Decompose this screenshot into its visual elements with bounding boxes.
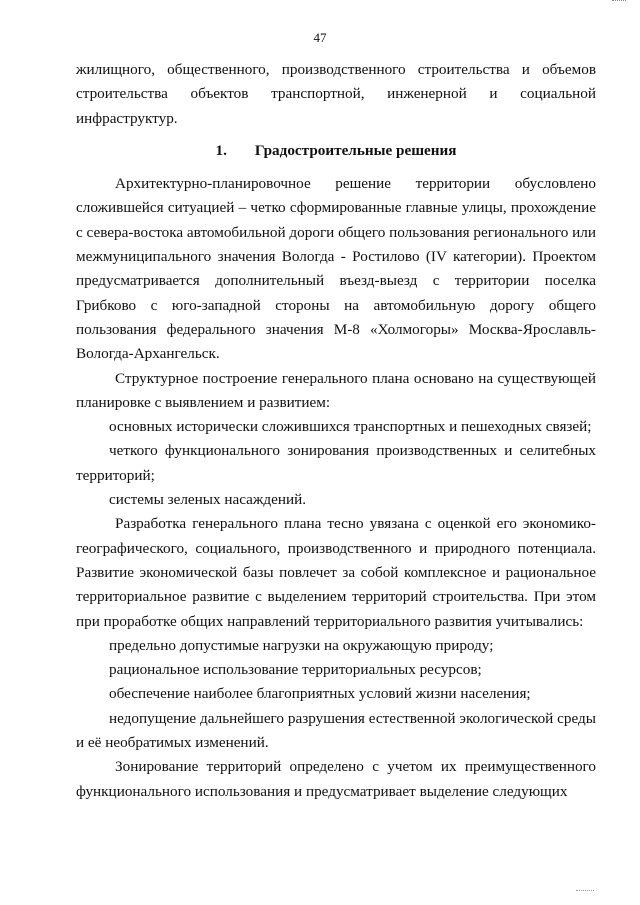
list-item: предельно допустимые нагрузки на окружающую природу; <box>109 636 494 654</box>
scan-mark-top <box>612 0 626 3</box>
section-number: 1. <box>215 141 227 159</box>
page-number: 47 <box>313 30 327 45</box>
paragraph-development: Разработка генерального плана тесно увязана с оценкой его экономико-географического, социального, производственного и природного потенциала. Развитие экономической базы повлечет за собой комплексное и рациональное территориальное развитие с выделением территорий строительства. При этом при проработке общих направлений территориального развития учитывались: <box>76 515 596 630</box>
section-title: Градостроительные решения <box>254 141 457 159</box>
scan-mark-bottom <box>576 890 594 893</box>
paragraph-continuation: жилищного, общественного, производственного строительства и объемов строительства объектов транспортной, инженерной и социальной инфраструктур. <box>76 61 596 127</box>
section-heading <box>76 139 596 163</box>
list-item: недопущение дальнейшего разрушения естественной экологической среды и её необратимых изменений. <box>76 709 596 752</box>
list-item: основных исторически сложившихся транспортных и пешеходных связей; <box>109 418 592 436</box>
paragraph-zoning: Зонирование территорий определено с учетом их преимущественного функционального использования и предусматривает выделение следующих <box>76 758 596 800</box>
list-item: рациональное использование территориальных ресурсов; <box>109 661 482 679</box>
document-body <box>76 58 596 804</box>
list-item: четкого функционального зонирования производственных и селитебных территорий; <box>76 442 596 484</box>
paragraph-architecture: Архитектурно-планировочное решение территории обусловлено сложившейся ситуацией – четко сформированные главные улицы, прохождение с севера-востока автомобильной дороги общего пользования регионального или межмуниципального значения Вологда - Ростилово (IV категории). Проектом предусматривается дополнительный въезд-выезд с территории поселка Грибково с юго-западной стороны на автомобильную дорогу общего пользования федерального значения М-8 «Холмогоры» Москва-Ярославль-Вологда-Архангельск. <box>76 175 596 363</box>
list-item: системы зеленых насаждений. <box>109 491 307 509</box>
paragraph-structure: Структурное построение генерального плана основано на существующей планировке с выявлением и развитием: <box>76 369 596 411</box>
list-item: обеспечение наиболее благоприятных условий жизни населения; <box>109 685 531 703</box>
